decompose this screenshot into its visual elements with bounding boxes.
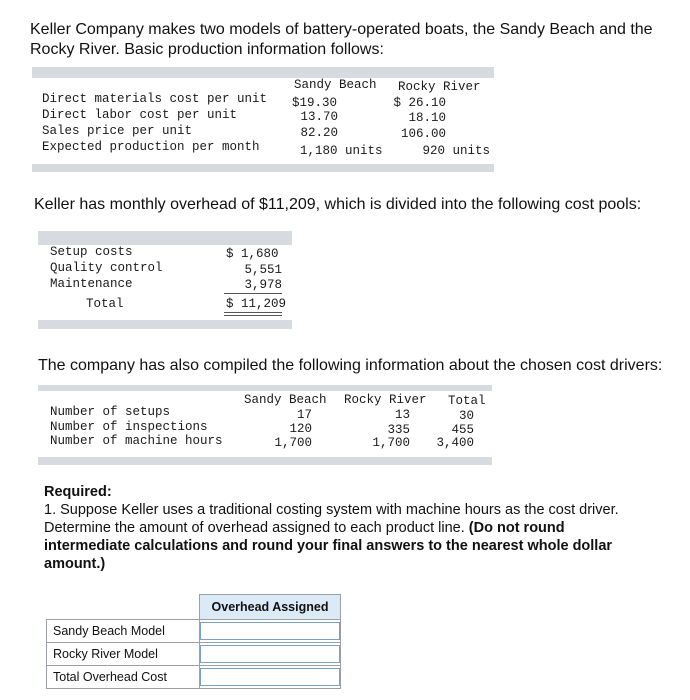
cell-sandy: 13.70 [300,110,338,124]
pool-value: 5,551 [244,263,282,277]
cell-rocky: 18.10 [408,111,446,125]
answer-cell-total [200,666,341,689]
answer-corner [47,595,200,620]
cell-sandy: 120 [289,422,312,436]
row-label: Sales price per unit [42,124,193,138]
col-header-rocky-river: Rocky River [398,80,481,94]
answer-label-total: Total Overhead Cost [47,666,200,689]
cell-rocky: 1,700 [372,436,410,450]
row-label: Direct labor cost per unit [42,108,238,122]
pools-table-top-strip [38,231,292,245]
pool-label: Quality control [50,261,163,275]
cell-rocky: 106.00 [400,127,446,141]
intro-text: Keller Company makes two models of battery-operated boats, the Sandy Beach and the Rocky River. Basic production information follows: [30,21,653,58]
subtotal-rule [224,293,282,294]
drivers-table [38,391,492,457]
pool-total-label: Total [86,297,124,311]
cell-sandy: 1,700 [274,436,312,450]
pool-label: Setup costs [50,245,133,259]
answer-table [46,594,341,689]
answer-label-rocky: Rocky River Model [47,643,200,666]
cell-sandy: 82.20 [300,126,338,140]
cell-total: 3,400 [436,436,474,450]
col-header-rocky-river: Rocky River [344,393,427,407]
total-double-rule-bottom [224,315,282,316]
production-table-bottom-strip [32,164,494,172]
cell-rocky: 13 [394,408,410,422]
answer-cell-rocky [200,643,341,666]
cell-total: 455 [451,423,474,437]
pool-value: 3,978 [244,278,282,292]
pool-value: $ 1,680 [226,247,279,261]
total-overhead-input[interactable] [200,668,340,686]
row-label: Direct materials cost per unit [42,92,268,106]
answer-header: Overhead Assigned [200,595,341,620]
answer-label-sandy: Sandy Beach Model [47,620,200,643]
sandy-overhead-input[interactable] [200,622,340,640]
required-section [44,483,644,573]
cell-rocky: 920 units [422,144,490,158]
drivers-text: The company has also compiled the following information about the chosen cost drivers: [38,357,663,374]
cell-rocky: 335 [387,423,410,437]
col-header-total: Total [448,394,486,408]
drivers-table-bottom-strip [38,457,492,465]
driver-label: Number of inspections [50,420,208,434]
required-heading: Required: [44,484,112,500]
driver-label: Number of machine hours [50,434,223,448]
cell-sandy: 17 [296,408,312,422]
pool-label: Maintenance [50,277,133,291]
required-note: (Do not round intermediate calculations and round your final answers to the nearest whole dollar amount.) [44,520,613,572]
answer-cell-sandy [200,620,341,643]
row-label: Expected production per month [42,140,260,154]
pools-table [38,245,292,317]
overhead-text: Keller has monthly overhead of $11,209, which is divided into the following cost pools: [34,196,642,213]
col-header-sandy-beach: Sandy Beach [294,78,377,92]
total-double-rule-top [224,312,282,313]
cell-rocky: $ 26.10 [393,96,446,110]
required-text: 1. Suppose Keller uses a traditional costing system with machine hours as the cost driver. Determine the amount of overhead assigned to each product line. [44,502,619,536]
rocky-overhead-input[interactable] [200,645,340,663]
cell-sandy: $19.30 [292,96,338,110]
cell-sandy: 1,180 units [300,144,383,158]
production-table [32,78,494,164]
driver-label: Number of setups [50,405,171,419]
pool-total-value: $ 11,209 [226,297,287,311]
cell-total: 30 [458,409,474,423]
pools-table-bottom-strip [38,320,292,329]
col-header-sandy-beach: Sandy Beach [244,393,327,407]
